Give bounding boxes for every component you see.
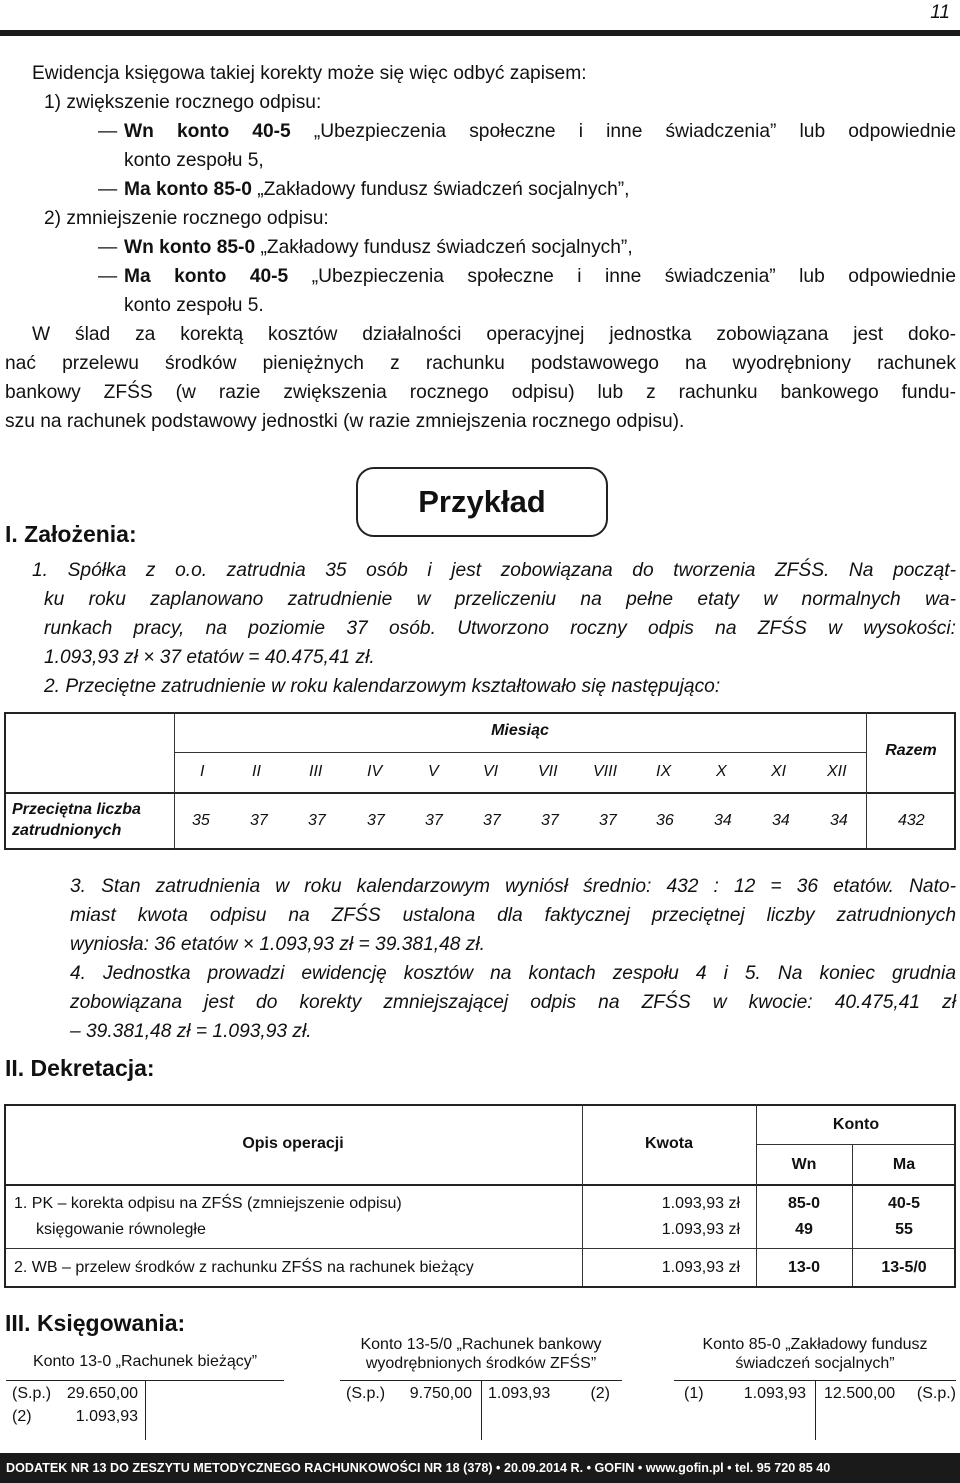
entry-s2b-bold: Ma konto 40-5 bbox=[124, 266, 289, 287]
row-amount: 1.093,93 zł bbox=[661, 1195, 740, 1212]
month-value: 34 bbox=[772, 812, 790, 829]
row-wn: 13-0 bbox=[787, 1259, 821, 1276]
item4-line: zobowiązana jest do korekty zmniejszającej odpis na ZFŚS w kwocie: 40.475,41 zł bbox=[70, 992, 956, 1013]
entry-s1b bbox=[0, 175, 960, 204]
month-value: 34 bbox=[830, 812, 848, 829]
decree-table bbox=[0, 1100, 960, 1290]
t-account-entry-label: (1) bbox=[684, 1385, 704, 1402]
month-value: 37 bbox=[308, 812, 326, 829]
entry-s2b-line1 bbox=[124, 262, 956, 291]
month-value: 35 bbox=[192, 812, 210, 829]
entry-s1a-line2: konto zespołu 5, bbox=[124, 150, 264, 171]
page-number: 11 bbox=[930, 2, 950, 23]
intro-step2: 2) zmniejszenie rocznego odpisu: bbox=[44, 208, 329, 229]
header-amount: Kwota bbox=[645, 1135, 693, 1152]
t-account-title: Konto 85-0 „Zakładowy fundusz bbox=[702, 1336, 928, 1353]
row-ma: 40-5 bbox=[887, 1195, 921, 1212]
total-header: Razem bbox=[885, 742, 937, 759]
entry-s2a bbox=[0, 233, 960, 262]
row-description: 2. WB – przelew środków z rachunku ZFŚS na rachunek bieżący bbox=[14, 1259, 474, 1276]
header-ma: Ma bbox=[892, 1156, 916, 1173]
dash: — bbox=[98, 266, 118, 287]
header-wn: Wn bbox=[791, 1156, 817, 1173]
footer-bar: DODATEK NR 13 DO ZESZYTU METODYCZNEGO RACHUNKOWOŚCI NR 18 (378) • 20.09.2014 R. • GOFIN • www.gofin.pl • tel. 95 720 85 40 bbox=[0, 1453, 960, 1483]
month-header: VIII bbox=[593, 763, 618, 780]
t-account-entry-value: 1.093,93 bbox=[488, 1385, 551, 1402]
intro-lead: Ewidencja księgowa takiej korekty może się więc odbyć zapisem: bbox=[32, 63, 587, 84]
month-header: VII bbox=[538, 763, 558, 780]
item1-line: ku roku zaplanowano zatrudnienie w przeliczeniu na pełne etaty w normalnych wa- bbox=[44, 589, 956, 610]
entry-s2b bbox=[0, 262, 960, 291]
item4-line: – 39.381,48 zł = 1.093,93 zł. bbox=[70, 1021, 312, 1042]
entry-s1a-text: „Ubezpieczenia społeczne i inne świadczenia” lub odpowiednie bbox=[290, 121, 956, 142]
month-value: 36 bbox=[656, 812, 674, 829]
t-account-entry-value: 12.500,00 bbox=[824, 1385, 896, 1402]
item1-line: runkach pracy, na poziomie 37 osób. Utworzono roczny odpis na ZFŚS w wysokości: bbox=[44, 618, 956, 639]
entry-s2a-line bbox=[124, 233, 633, 262]
item2-line: 2. Przeciętne zatrudnienie w roku kalendarzowym kształtowało się następująco: bbox=[44, 676, 721, 697]
entry-s2a-bold: Wn konto 85-0 bbox=[124, 237, 256, 258]
top-rule bbox=[0, 30, 960, 36]
month-value: 37 bbox=[250, 812, 268, 829]
t-account-entry-label: (S.p.) bbox=[12, 1385, 52, 1402]
month-header: XII bbox=[827, 763, 847, 780]
item1-line: 1. Spółka z o.o. zatrudnia 35 osób i jest zobowiązana do tworzenia ZFŚS. Na począt- bbox=[32, 560, 956, 581]
entry-s1a-line1 bbox=[124, 117, 956, 146]
section3-heading: III. Księgowania: bbox=[5, 1310, 186, 1336]
entry-s2a-text: „Zakładowy fundusz świadczeń socjalnych”, bbox=[255, 237, 633, 258]
row-wn: 85-0 bbox=[787, 1195, 821, 1212]
row-label: zatrudnionych bbox=[12, 822, 122, 839]
t-account-85-0 bbox=[670, 1330, 960, 1440]
section1-heading: I. Założenia: bbox=[5, 521, 137, 547]
entry-s1b-text: „Zakładowy fundusz świadczeń socjalnych”, bbox=[251, 179, 630, 200]
month-group-header: Miesiąc bbox=[491, 722, 549, 739]
para-line: nać przelewu środków pieniężnych z rachunku podstawowego na wyodrębniony rachunek bbox=[5, 353, 956, 374]
month-header: X bbox=[716, 763, 727, 780]
month-header: V bbox=[428, 763, 439, 780]
month-header: I bbox=[200, 763, 205, 780]
item1-line: 1.093,93 zł × 37 etatów = 40.475,41 zł. bbox=[44, 647, 375, 668]
item3-line: wyniosła: 36 etatów × 1.093,93 zł = 39.381,48 zł. bbox=[70, 934, 485, 955]
section2-heading: II. Dekretacja: bbox=[5, 1055, 155, 1081]
t-account-entry-label: (S.p.) bbox=[346, 1385, 386, 1402]
item4-line: 4. Jednostka prowadzi ewidencję kosztów na kontach zespołu 4 i 5. Na koniec grudnia bbox=[70, 963, 956, 984]
dash: — bbox=[98, 179, 118, 200]
dash: — bbox=[98, 121, 118, 142]
t-account-entry-label: (2) bbox=[12, 1408, 32, 1425]
total-value: 432 bbox=[898, 812, 925, 829]
month-value: 37 bbox=[483, 812, 501, 829]
t-account-entry-value: 9.750,00 bbox=[409, 1385, 472, 1402]
row-amount: 1.093,93 zł bbox=[661, 1259, 740, 1276]
t-account-title: świadczeń socjalnych” bbox=[735, 1355, 895, 1372]
row-wn: 49 bbox=[795, 1221, 813, 1238]
employment-table bbox=[0, 708, 960, 853]
row-description: księgowanie równoległe bbox=[36, 1221, 206, 1238]
dash: — bbox=[98, 237, 118, 258]
month-value: 37 bbox=[541, 812, 559, 829]
month-header: IV bbox=[367, 763, 383, 780]
row-label: Przeciętna liczba bbox=[12, 801, 141, 818]
intro-step1: 1) zwiększenie rocznego odpisu: bbox=[44, 92, 322, 113]
t-account-entry-label: (2) bbox=[590, 1385, 610, 1402]
para-line: bankowy ZFŚS (w razie zwiększenia rocznego odpisu) lub z rachunku bankowego fundu- bbox=[5, 382, 956, 403]
entry-s2b-text: „Ubezpieczenia społeczne i inne świadczenia” lub odpowiednie bbox=[288, 266, 956, 287]
header-account: Konto bbox=[832, 1116, 880, 1133]
entry-s1a-bold: Wn konto 40-5 bbox=[124, 121, 291, 142]
t-account-entry-value: 1.093,93 bbox=[75, 1408, 138, 1425]
item3-line: miast kwota odpisu na ZFŚS ustalona dla faktycznej przeciętnej liczby zatrudnionych bbox=[70, 905, 956, 926]
month-value: 37 bbox=[367, 812, 385, 829]
t-account-13-5-0 bbox=[336, 1330, 626, 1440]
month-value: 34 bbox=[714, 812, 732, 829]
example-title-box: Przykład bbox=[356, 467, 608, 537]
row-description: 1. PK – korekta odpisu na ZFŚS (zmniejszenie odpisu) bbox=[14, 1195, 402, 1212]
month-value: 37 bbox=[425, 812, 443, 829]
month-header: III bbox=[309, 763, 323, 780]
t-account-title: wyodrębnionych środków ZFŚS” bbox=[365, 1355, 597, 1372]
entry-s1a bbox=[0, 117, 960, 146]
t-account-title: Konto 13-0 „Rachunek bieżący” bbox=[32, 1353, 258, 1370]
para-line: szu na rachunek podstawowy jednostki (w razie zmniejszenia rocznego odpisu). bbox=[5, 411, 685, 432]
t-account-title: Konto 13-5/0 „Rachunek bankowy bbox=[360, 1336, 602, 1353]
item3-line: 3. Stan zatrudnienia w roku kalendarzowym wyniósł średnio: 432 : 12 = 36 etatów. Nato- bbox=[70, 876, 956, 897]
header-description: Opis operacji bbox=[242, 1135, 344, 1152]
month-header: XI bbox=[771, 763, 787, 780]
entry-s1b-bold: Ma konto 85-0 bbox=[124, 179, 252, 200]
month-header: II bbox=[252, 763, 261, 780]
month-header: IX bbox=[656, 763, 672, 780]
para-line: W ślad za korektą kosztów działalności operacyjnej jednostka zobowiązana jest doko- bbox=[32, 324, 956, 345]
t-account-entry-value: 1.093,93 bbox=[743, 1385, 806, 1402]
month-value: 37 bbox=[599, 812, 617, 829]
month-header: VI bbox=[483, 763, 499, 780]
entry-s1b-line bbox=[124, 175, 629, 204]
t-account-entry-value: 29.650,00 bbox=[66, 1385, 138, 1402]
t-account-13-0 bbox=[0, 1330, 290, 1440]
t-account-entry-label: (S.p.) bbox=[916, 1385, 956, 1402]
row-ma: 55 bbox=[895, 1221, 913, 1238]
entry-s2b-line2: konto zespołu 5. bbox=[124, 295, 264, 316]
row-ma: 13-5/0 bbox=[881, 1259, 927, 1276]
row-amount: 1.093,93 zł bbox=[661, 1221, 740, 1238]
